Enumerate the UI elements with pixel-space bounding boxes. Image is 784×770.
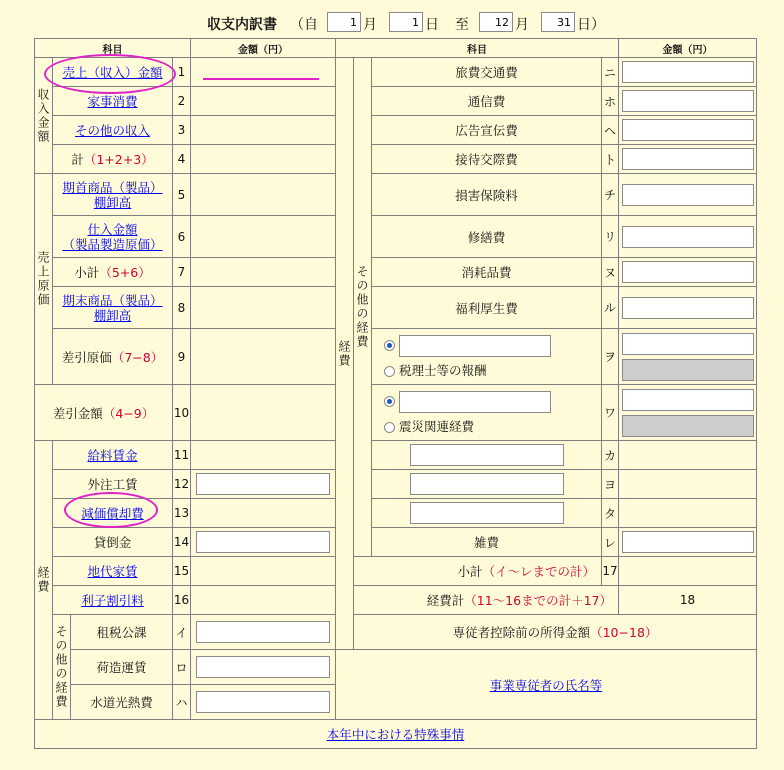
title-bar <box>0 10 784 36</box>
insurance-input[interactable] <box>622 184 754 206</box>
row-no: ニ <box>602 58 619 87</box>
special-circumstances-link[interactable]: 本年中における特殊事情 <box>326 727 465 742</box>
freight-input[interactable] <box>196 656 330 678</box>
total-income-amount <box>191 145 336 174</box>
wages-link[interactable]: 給料賃金 <box>87 448 138 463</box>
pre-income-label: 専従者控除前の所得金額（10−18） <box>354 615 757 650</box>
custom-radio-2[interactable] <box>384 396 395 407</box>
row-no: タ <box>602 499 619 528</box>
row-no: 15 <box>173 557 191 586</box>
group-other-expense: その他の経費 <box>53 615 71 720</box>
opening-inv-amount <box>191 174 336 216</box>
repair-input[interactable] <box>622 226 754 248</box>
custom-radio[interactable] <box>384 340 395 351</box>
opening-inv-link[interactable]: 期首商品（製品） 棚卸高 <box>62 179 163 210</box>
disaster-label: 震災関連経費 <box>398 418 474 434</box>
disaster-radio[interactable] <box>384 422 395 433</box>
repair-label: 修繕費 <box>372 216 602 258</box>
outsourcing-label: 外注工賃 <box>53 470 173 499</box>
insurance-label: 損害保険料 <box>372 174 602 216</box>
row-no: カ <box>602 441 619 470</box>
row-no: 7 <box>173 258 191 287</box>
sales-cell <box>53 58 173 87</box>
other-income-amount <box>191 116 336 145</box>
row-no: ヌ <box>602 258 619 287</box>
household-link[interactable]: 家事消費 <box>87 94 138 109</box>
row-no: ヲ <box>602 329 619 385</box>
row-no: ワ <box>602 385 619 441</box>
row-no: 6 <box>173 216 191 258</box>
subtotal-expense-amount <box>619 557 757 586</box>
header-amount-right: 金額（円） <box>619 39 757 58</box>
purchases-amount <box>191 216 336 258</box>
rent-amount <box>191 557 336 586</box>
closing-inv-link[interactable]: 期末商品（製品） 棚卸高 <box>62 292 163 323</box>
custom2-name-input[interactable] <box>410 473 564 495</box>
welfare-label: 福利厚生費 <box>372 287 602 329</box>
custom-expense-name-input-2[interactable] <box>399 391 551 413</box>
utilities-input[interactable] <box>196 691 330 713</box>
subtotal-cost-amount <box>191 258 336 287</box>
row-no: 8 <box>173 287 191 329</box>
row-no: 18 <box>619 586 757 615</box>
row-no: ホ <box>602 87 619 116</box>
row-no: 5 <box>173 174 191 216</box>
outsourcing-input[interactable] <box>196 473 330 495</box>
welfare-input[interactable] <box>622 297 754 319</box>
custom1-name-input[interactable] <box>410 444 564 466</box>
family-workers-cell <box>336 650 757 720</box>
row-no: イ <box>173 615 191 650</box>
group-expense-right: 経費 <box>336 58 354 650</box>
to-day-unit: 日） <box>577 17 605 33</box>
row-no: ヨ <box>602 470 619 499</box>
row-no: リ <box>602 216 619 258</box>
row-no: ト <box>602 145 619 174</box>
row-no: ロ <box>173 650 191 685</box>
special-circumstances-cell <box>35 720 757 749</box>
rent-link[interactable]: 地代家賃 <box>87 564 138 579</box>
custom2-amount <box>619 470 757 499</box>
group-income: 収入金額 <box>35 58 53 174</box>
interest-amount <box>191 586 336 615</box>
custom3-name-input[interactable] <box>410 502 564 524</box>
misc-label: 雑費 <box>372 528 602 557</box>
row-no: ヘ <box>602 116 619 145</box>
bad-debt-label: 貸倒金 <box>53 528 173 557</box>
wages-amount <box>191 441 336 470</box>
cogs-amount <box>191 329 336 385</box>
other-income-link[interactable]: その他の収入 <box>74 123 150 138</box>
row-no: 16 <box>173 586 191 615</box>
depreciation-link[interactable]: 減価償却費 <box>81 506 144 521</box>
travel-label: 旅費交通費 <box>372 58 602 87</box>
from-month-unit: 月 <box>363 17 377 33</box>
from-label: （自 <box>290 17 318 33</box>
to-month-input[interactable] <box>479 12 513 32</box>
tax-fees-cell <box>372 329 602 385</box>
row-no: ル <box>602 287 619 329</box>
opening-inv-cell <box>53 174 173 216</box>
disaster-cell <box>372 385 602 441</box>
tax-fees-label: 税理士等の報酬 <box>398 362 487 378</box>
taxes-label: 租税公課 <box>71 615 173 650</box>
custom1-amount <box>619 441 757 470</box>
header-amount: 金額（円） <box>191 39 336 58</box>
tax-fees-radio[interactable] <box>384 366 395 377</box>
subtotal-expense-label: 小計（イ〜レまでの計） <box>354 557 602 586</box>
to-day-input[interactable] <box>541 12 575 32</box>
sales-link[interactable]: 売上（収入）金額 <box>62 65 163 80</box>
sales-amount <box>191 58 336 87</box>
comm-input[interactable] <box>622 90 754 112</box>
from-month-input[interactable] <box>327 12 361 32</box>
from-day-input[interactable] <box>389 12 423 32</box>
row-no: 3 <box>173 116 191 145</box>
purchases-link[interactable]: 仕入金額 （製品製造原価） <box>62 221 163 252</box>
subtotal-cost-label: 小計（5+6） <box>53 258 173 287</box>
disaster-input-disabled <box>622 415 754 437</box>
form-title: 収支内訳書 <box>207 17 277 33</box>
taxes-input[interactable] <box>196 621 330 643</box>
row-no: 14 <box>173 528 191 557</box>
depreciation-amount <box>191 499 336 528</box>
group-other-expense-right: その他の経費 <box>354 58 372 557</box>
from-day-unit: 日 <box>425 17 439 33</box>
supplies-label: 消耗品費 <box>372 258 602 287</box>
row-no: レ <box>602 528 619 557</box>
row-no: 2 <box>173 87 191 116</box>
closing-inv-cell <box>53 287 173 329</box>
to-label: 至 <box>455 17 469 33</box>
travel-input[interactable] <box>622 61 754 83</box>
comm-label: 通信費 <box>372 87 602 116</box>
gross-amount <box>191 385 336 441</box>
row-no: チ <box>602 174 619 216</box>
entertain-input[interactable] <box>622 148 754 170</box>
interest-link[interactable]: 利子割引料 <box>81 593 144 608</box>
custom-expense-name-input[interactable] <box>399 335 551 357</box>
family-workers-link[interactable]: 事業専従者の氏名等 <box>489 677 603 693</box>
tax-fees-input-disabled <box>622 359 754 381</box>
misc-input[interactable] <box>622 531 754 553</box>
entertain-label: 接待交際費 <box>372 145 602 174</box>
tax-fees-input[interactable] <box>622 333 754 355</box>
row-no: 1 <box>173 58 191 87</box>
ads-label: 広告宣伝費 <box>372 116 602 145</box>
purchases-cell <box>53 216 173 258</box>
closing-inv-amount <box>191 287 336 329</box>
bad-debt-input[interactable] <box>196 531 330 553</box>
income-statement-table <box>34 38 757 749</box>
household-amount <box>191 87 336 116</box>
header-item: 科目 <box>35 39 191 58</box>
custom3-amount <box>619 499 757 528</box>
gross-label: 差引金額（4−9） <box>35 385 173 441</box>
row-no: 12 <box>173 470 191 499</box>
row-no: 4 <box>173 145 191 174</box>
disaster-input[interactable] <box>622 389 754 411</box>
to-month-unit: 月 <box>515 17 529 33</box>
expense-total-label: 経費計（11〜16までの計＋17） <box>354 586 619 615</box>
supplies-input[interactable] <box>622 261 754 283</box>
group-expense: 経費 <box>35 441 53 720</box>
total-income-label: 計（1+2+3） <box>53 145 173 174</box>
row-no: 9 <box>173 329 191 385</box>
group-cost: 売上原価 <box>35 174 53 385</box>
ads-input[interactable] <box>622 119 754 141</box>
utilities-label: 水道光熱費 <box>71 685 173 720</box>
freight-label: 荷造運賃 <box>71 650 173 685</box>
row-no: ハ <box>173 685 191 720</box>
row-no: 11 <box>173 441 191 470</box>
row-no: 10 <box>173 385 191 441</box>
row-no: 13 <box>173 499 191 528</box>
row-no: 17 <box>602 557 619 586</box>
header-item-right: 科目 <box>336 39 619 58</box>
cogs-label: 差引原価（7−8） <box>53 329 173 385</box>
